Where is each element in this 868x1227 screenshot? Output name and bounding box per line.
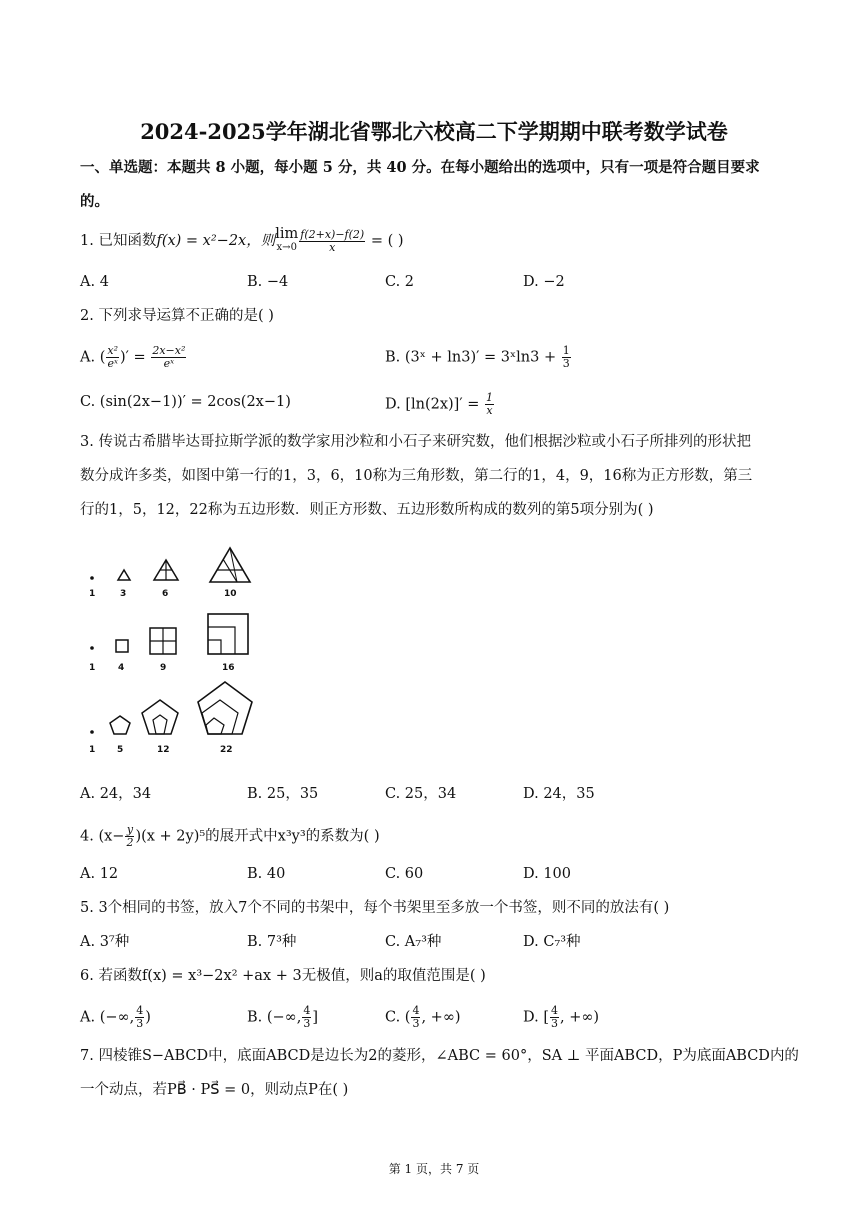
question-3-line3: 行的1，5，12，22称为五边形数．则正方形数、五边形数所构成的数列的第5项分别为( )	[80, 502, 654, 518]
q1-option-b: B. −4	[247, 274, 289, 290]
section-heading-line1: 一、单选题：本题共 8 小题，每小题 5 分，共 40 分。在每小题给出的选项中，只有一项是符合题目要求	[80, 159, 760, 176]
q6-option-b: B. (−∞, $\frac{4}{3}$ ]	[247, 1004, 319, 1030]
q1-tail: = ( )	[366, 233, 404, 249]
q5-option-d: D. C₇³种	[523, 934, 581, 950]
q1-prefix: 1. 已知函数	[80, 233, 157, 249]
q5-option-c: C. A₇³种	[385, 934, 442, 950]
q2-option-a-label: A.	[80, 349, 96, 366]
label-22: 22	[220, 745, 233, 755]
label-1b: 1	[89, 663, 96, 673]
q1-lim-word: lim	[275, 226, 299, 242]
q3-option-c: C. 25，34	[385, 786, 457, 802]
q2-b-frac: $\frac{1}{3}$	[562, 344, 570, 370]
q6-b-text: B. (−∞,	[247, 1009, 302, 1026]
question-2-stem: 2. 下列求导运算不正确的是( )	[80, 308, 274, 324]
q3-option-b: B. 25，35	[247, 786, 319, 802]
q1-fraction	[299, 229, 365, 254]
question-4-stem	[80, 824, 380, 849]
q3-option-d: D. 24，35	[523, 786, 595, 802]
q1-denominator: x	[329, 240, 336, 254]
q6-option-c: C. ( $\frac{4}{3}$ , +∞)	[385, 1004, 461, 1030]
q4-frac: $\frac{y}{2}$	[126, 823, 134, 849]
q1-option-a: A. 4	[80, 274, 109, 290]
pent-5	[110, 716, 130, 734]
sq-4	[116, 640, 128, 652]
q5-option-b: B. 7³种	[247, 934, 297, 950]
q3-option-a: A. 24，34	[80, 786, 152, 802]
label-6: 6	[162, 589, 169, 599]
label-10: 10	[224, 589, 237, 599]
question-1-stem	[80, 228, 404, 254]
page-footer: 第 1 页，共 7 页	[388, 1162, 480, 1176]
q1-numerator: f(2+x)−f(2)	[300, 227, 365, 241]
question-7-line1: 7. 四棱锥S−ABCD中，底面ABCD是边长为2的菱形，∠ABC = 60°，SA ⊥ 平面ABCD，P为底面ABCD内的	[80, 1048, 799, 1064]
q2-option-b	[385, 345, 572, 370]
q4-option-b: B. 40	[247, 866, 286, 882]
label-16: 16	[222, 663, 235, 673]
question-5-stem: 5. 3个相同的书签，放入7个不同的书架中，每个书架里至多放一个书签，则不同的放法有( )	[80, 900, 670, 916]
q4-option-a: A. 12	[80, 866, 119, 882]
q2-option-a: A. ( $\frac{\text{x²}}{\text{eˣ}}$ )′ = $\frac{\text{2x−x²}}{\text{eˣ}}$	[80, 344, 186, 370]
q5-option-a: A. 3⁷种	[80, 934, 130, 950]
label-12: 12	[157, 745, 170, 755]
label-9: 9	[160, 663, 167, 673]
q6-option-d: D. [ $\frac{4}{3}$ , +∞)	[523, 1004, 600, 1030]
q6-a-frac: $\frac{4}{3}$	[136, 1004, 144, 1030]
q1-option-d: D. −2	[523, 274, 565, 290]
label-5: 5	[117, 745, 124, 755]
pent-12	[142, 700, 178, 734]
question-6-stem: 6. 若函数f(x) = x³−2x² +ax + 3无极值，则a的取值范围是( )	[80, 968, 486, 984]
q4-option-d: D. 100	[523, 866, 572, 882]
q4-stem-b: )(x + 2y)⁵的展开式中x³y³的系数为( )	[135, 828, 380, 845]
section-heading-line2: 的。	[80, 193, 109, 210]
question-7-line2: 一个动点，若PB⃗ · PS⃗ = 0，则动点P在( )	[80, 1082, 349, 1098]
sq-16	[208, 614, 248, 654]
q2-option-d	[385, 392, 495, 417]
tri-3	[118, 570, 130, 580]
q1-limit	[275, 228, 298, 254]
tri-dot-1	[90, 576, 94, 580]
q6-d-text: D. [	[523, 1009, 549, 1026]
q6-c-text: C. (	[385, 1009, 411, 1026]
tri-10	[210, 548, 250, 582]
q6-d-frac: $\frac{4}{3}$	[550, 1004, 558, 1030]
q1-option-c: C. 2	[385, 274, 415, 290]
pent-dot-1	[90, 730, 94, 734]
q6-option-a: A. (−∞, $\frac{4}{3}$ )	[80, 1004, 151, 1030]
q6-b-frac: $\frac{4}{3}$	[303, 1004, 311, 1030]
label-1c: 1	[89, 745, 96, 755]
q6-c-frac: $\frac{4}{3}$	[412, 1004, 420, 1030]
label-3: 3	[120, 589, 127, 599]
q2-option-d-text: D. [ln(2x)]′ =	[385, 396, 480, 413]
label-1a: 1	[89, 589, 96, 599]
question-3-line2: 数分成许多类，如图中第一行的1，3，6，10称为三角形数，第二行的1，4，9，16称为正方形数，第三	[80, 468, 753, 484]
q4-option-c: C. 60	[385, 866, 424, 882]
question-3-line1: 3. 传说古希腊毕达哥拉斯学派的数学家用沙粒和小石子来研究数，他们根据沙粒或小石子所排列的形状把	[80, 434, 751, 450]
q1-func: f(x) = x²−2x，则	[156, 233, 276, 249]
q2-d-frac: $\frac{1}{x}$	[486, 391, 493, 417]
q6-a-text: A. (−∞,	[80, 1009, 135, 1026]
q1-lim-sub: x→0	[276, 242, 297, 253]
q2-option-b-text: B. (3ˣ + ln3)′ = 3ˣln3 +	[385, 349, 557, 366]
q2-option-c: C. (sin(2x−1))′ = 2cos(2x−1)	[80, 394, 291, 410]
q2-a-frac1: $\frac{\text{x²}}{\text{eˣ}}$	[107, 344, 118, 370]
label-4: 4	[118, 663, 125, 673]
figurate-numbers-figure	[80, 540, 280, 780]
q2-a-frac2: $\frac{\text{2x−x²}}{\text{eˣ}}$	[152, 344, 186, 370]
page-title: 2024-2025学年湖北省鄂北六校高二下学期期中联考数学试卷	[140, 119, 728, 144]
q4-stem-a: 4. (x−	[80, 828, 125, 845]
sq-dot-1	[90, 646, 94, 650]
